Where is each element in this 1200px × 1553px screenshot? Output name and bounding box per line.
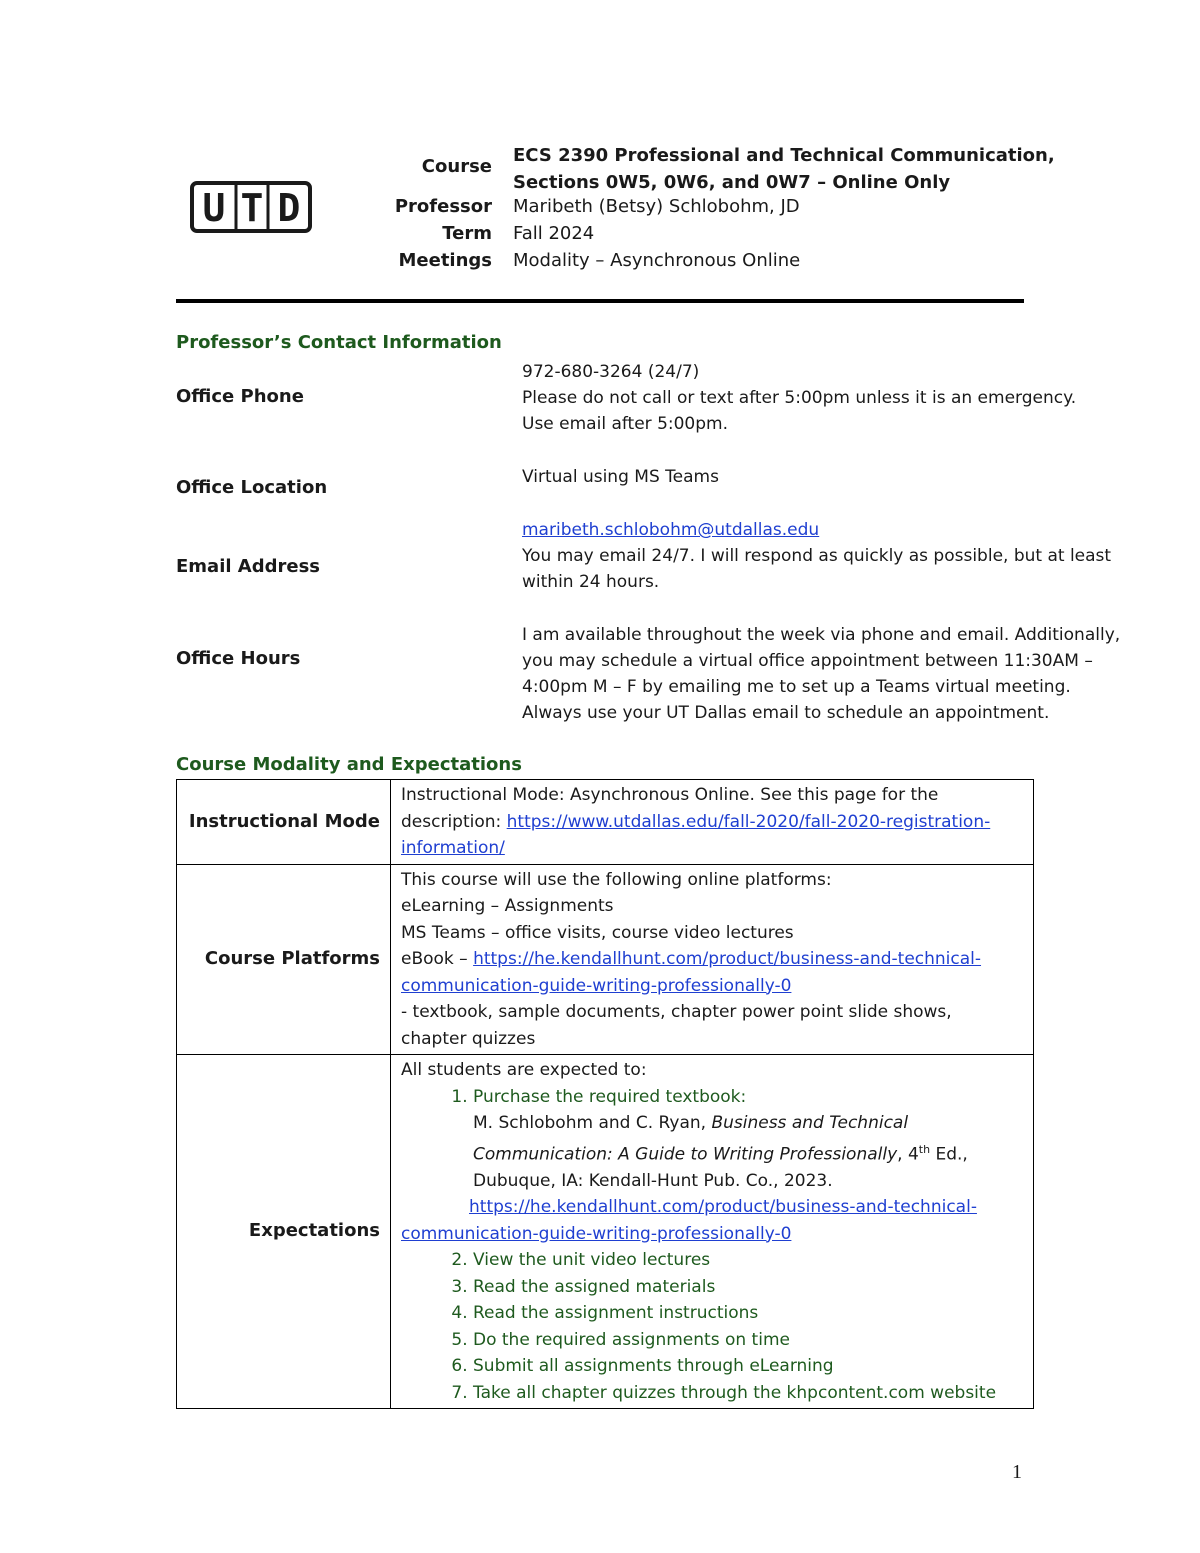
- list-item: 5. Do the required assignments on time: [473, 1327, 1025, 1354]
- term-label: Term: [442, 223, 492, 244]
- email-note: You may email 24/7. I will respond as quickly as possible, but at least: [522, 546, 1112, 566]
- meetings-value: Modality – Asynchronous Online: [513, 250, 801, 271]
- hours-line-2: you may schedule a virtual office appointment between 11:30AM –: [522, 651, 1093, 671]
- expectations-cell: [391, 1055, 1034, 1409]
- page-number: 1: [1012, 1461, 1022, 1483]
- phone-note: Please do not call or text after 5:00pm unless it is an emergency.: [522, 388, 1077, 408]
- book-edition-sup: th: [918, 1142, 931, 1156]
- platforms-intro: This course will use the following online platforms:: [401, 869, 832, 890]
- term-value: Fall 2024: [513, 223, 595, 244]
- meetings-label: Meetings: [398, 250, 492, 271]
- expectations-intro: All students are expected to:: [401, 1060, 647, 1080]
- course-title-line2: Sections 0W5, 0W6, and 0W7 – Online Only: [513, 172, 951, 193]
- list-item: 6. Submit all assignments through eLearning: [473, 1353, 1025, 1380]
- phone-number: 972-680-3264 (24/7): [522, 362, 700, 382]
- book-title-b: Communication: A Guide to Writing Professionally: [473, 1144, 898, 1165]
- logo-letter-d: D: [277, 186, 301, 230]
- ebook-link-cont[interactable]: communication-guide-writing-professionally-0: [401, 975, 792, 996]
- professor-name: Maribeth (Betsy) Schlobohm, JD: [513, 196, 800, 217]
- hours-line-1: I am available throughout the week via phone and email. Additionally,: [522, 625, 1121, 645]
- expectations-label: Expectations: [177, 1055, 391, 1409]
- email-address-value: [522, 517, 1111, 595]
- hours-line-3: 4:00pm M – F by emailing me to set up a Teams virtual meeting.: [522, 677, 1071, 697]
- book-author: M. Schlobohm and C. Ryan,: [473, 1113, 712, 1133]
- list-item: [473, 1084, 1025, 1111]
- office-location-value: Virtual using MS Teams: [522, 467, 719, 487]
- modality-table: [176, 779, 1034, 1409]
- list-item: 4. Read the assignment instructions: [473, 1300, 1025, 1327]
- ebook-contents: - textbook, sample documents, chapter power point slide shows,: [401, 1002, 952, 1022]
- course-platforms-label: Course Platforms: [177, 864, 391, 1055]
- course-label: Course: [421, 156, 492, 177]
- contact-section-title: Professor’s Contact Information: [176, 332, 502, 353]
- header-divider: [176, 299, 1024, 303]
- logo-letter-u: U: [202, 186, 226, 230]
- office-location-label: Office Location: [176, 477, 328, 498]
- table-row: [177, 780, 1034, 865]
- ebook-link[interactable]: https://he.kendallhunt.com/product/business-and-technical-: [473, 949, 982, 969]
- platform-ebook-prefix: eBook –: [401, 949, 474, 969]
- item-purchase-textbook: Purchase the required textbook:: [473, 1086, 747, 1107]
- office-hours-value: [522, 622, 1120, 726]
- expectations-list: [401, 1084, 1025, 1111]
- email-address-label: Email Address: [176, 556, 321, 577]
- hours-line-4: Always use your UT Dallas email to schedule an appointment.: [522, 703, 1050, 723]
- email-link[interactable]: maribeth.schlobohm@utdallas.edu: [522, 520, 820, 540]
- book-title-a: Business and Technical: [711, 1113, 909, 1133]
- registration-info-link[interactable]: https://www.utdallas.edu/fall-2020/fall-2020-registration-: [506, 811, 991, 832]
- course-platforms-cell: [391, 864, 1034, 1055]
- book-publisher: Dubuque, IA: Kendall-Hunt Pub. Co., 2023.: [473, 1170, 833, 1191]
- list-item: 7. Take all chapter quizzes through the khpcontent.com website: [473, 1380, 1025, 1407]
- office-phone-value: [522, 359, 1076, 437]
- list-item: 2. View the unit video lectures: [473, 1247, 1025, 1274]
- list-item: 3. Read the assigned materials: [473, 1274, 1025, 1301]
- course-title-line1: ECS 2390 Professional and Technical Communication,: [513, 145, 1055, 166]
- course-title: [513, 142, 1055, 196]
- office-phone-label: Office Phone: [176, 386, 304, 407]
- expectations-list-cont: [401, 1247, 1025, 1406]
- phone-note-2: Use email after 5:00pm.: [522, 414, 729, 434]
- textbook-citation: [401, 1110, 1025, 1194]
- instructional-mode-text: Instructional Mode: Asynchronous Online. See this page for the: [401, 785, 939, 805]
- instructional-mode-label: Instructional Mode: [177, 780, 391, 865]
- professor-label: Professor: [394, 196, 492, 217]
- ebook-contents-2: chapter quizzes: [401, 1028, 536, 1049]
- logo-letter-t: T: [240, 186, 264, 230]
- table-row: [177, 864, 1034, 1055]
- platform-elearning: eLearning – Assignments: [401, 896, 614, 916]
- textbook-link[interactable]: https://he.kendallhunt.com/product/business-and-technical-: [469, 1197, 977, 1218]
- instructional-mode-prefix: description:: [401, 811, 507, 832]
- modality-section-title: Course Modality and Expectations: [176, 754, 522, 775]
- textbook-link-cont[interactable]: communication-guide-writing-professionally-0: [401, 1223, 792, 1244]
- book-edition-pre: , 4: [897, 1144, 919, 1165]
- instructional-mode-cell: [391, 780, 1034, 865]
- email-note-2: within 24 hours.: [522, 572, 660, 592]
- platform-ms-teams: MS Teams – office visits, course video lectures: [401, 922, 794, 943]
- registration-info-link-cont[interactable]: information/: [401, 838, 505, 858]
- table-row: [177, 1055, 1034, 1409]
- office-hours-label: Office Hours: [176, 648, 301, 669]
- book-edition-post: Ed.,: [930, 1144, 968, 1165]
